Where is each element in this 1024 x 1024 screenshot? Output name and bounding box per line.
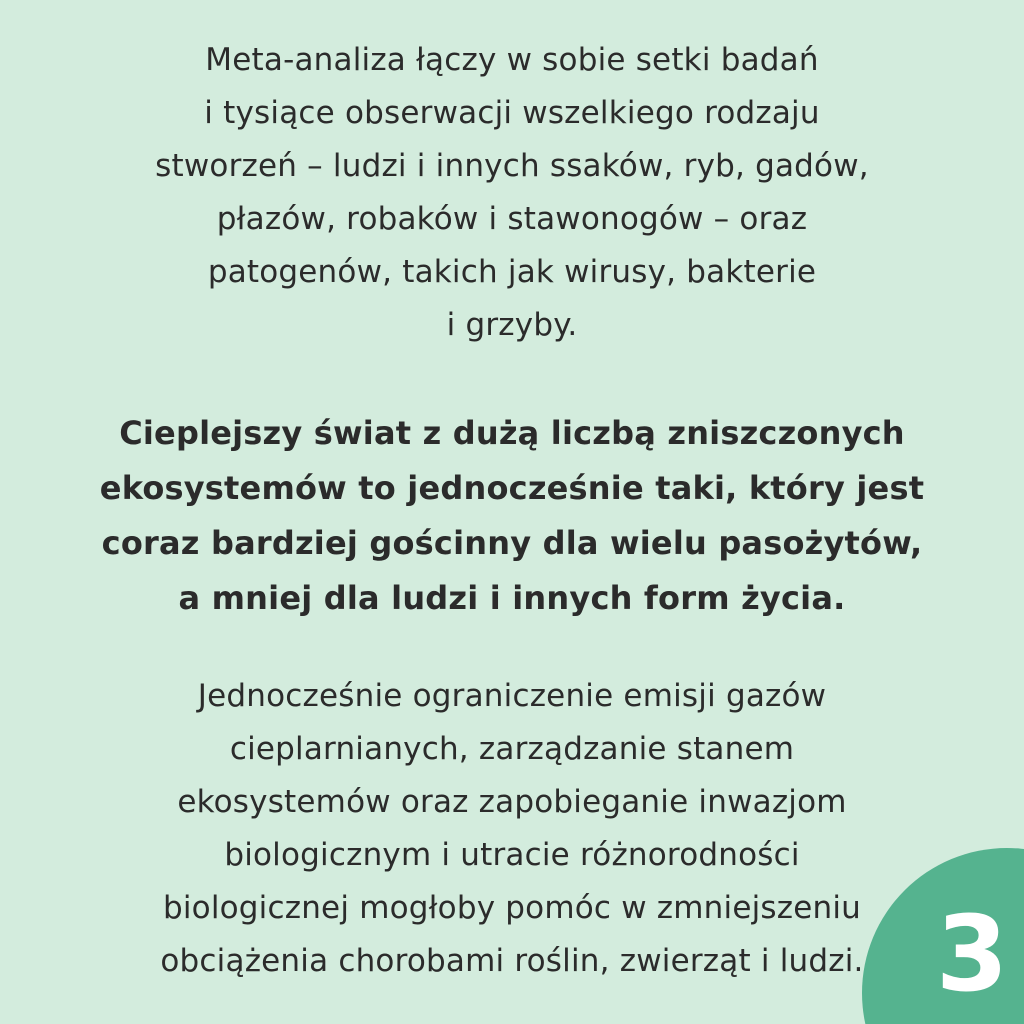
intro-line: płazów, robaków i stawonogów – oraz xyxy=(216,201,808,237)
intro-line: i grzyby. xyxy=(446,307,578,343)
highlight-line: a mniej dla ludzi i innych form życia. xyxy=(178,579,846,617)
intro-line: i tysiące obserwacji wszelkiego rodzaju xyxy=(204,95,820,131)
highlight-line: Cieplejszy świat z dużą liczbą zniszczonych xyxy=(119,414,905,452)
intro-line: Meta-analiza łączy w sobie setki badań xyxy=(205,42,819,78)
conclusion-line: cieplarnianych, zarządzanie stanem xyxy=(229,731,795,767)
conclusion-line: ekosystemów oraz zapobieganie inwazjom xyxy=(177,784,847,820)
intro-line: stworzeń – ludzi i innych ssaków, ryb, gadów, xyxy=(155,148,869,184)
conclusion-paragraph xyxy=(0,670,1024,988)
conclusion-line: biologicznym i utracie różnorodności xyxy=(224,837,800,873)
conclusion-line: obciążenia chorobami roślin, zwierząt i ludzi. xyxy=(160,943,864,979)
page-number: 3 xyxy=(935,893,1009,1015)
highlight-line: ekosystemów to jednocześnie taki, który jest xyxy=(99,469,925,507)
highlight-paragraph xyxy=(0,406,1024,626)
highlight-line: coraz bardziej gościnny dla wielu pasożytów, xyxy=(101,524,923,562)
conclusion-line: biologicznej mogłoby pomóc w zmniejszeniu xyxy=(162,890,862,926)
conclusion-line: Jednocześnie ograniczenie emisji gazów xyxy=(197,678,827,714)
intro-paragraph xyxy=(0,34,1024,352)
intro-line: patogenów, takich jak wirusy, bakterie xyxy=(207,254,817,290)
